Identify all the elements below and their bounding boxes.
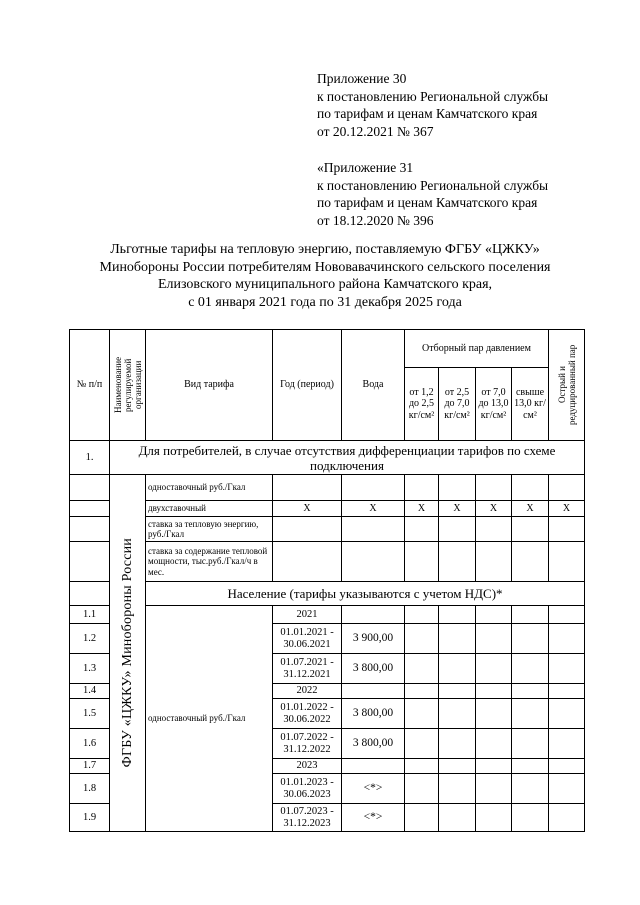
- empty-cell: [439, 654, 476, 684]
- water-cell: 3 800,00: [342, 729, 405, 759]
- subrow-two-rate: [70, 501, 585, 517]
- empty-cell: [476, 624, 512, 654]
- empty-cell: [512, 606, 549, 624]
- tariff-type-cell: двухставочный: [146, 501, 273, 517]
- section-row: [70, 441, 585, 475]
- empty-cell: [405, 684, 439, 699]
- empty-cell: [476, 804, 512, 832]
- period-cell: 01.01.2022 - 30.06.2022: [273, 699, 342, 729]
- period-cell: 2022: [273, 684, 342, 699]
- appendix-30: [317, 70, 617, 140]
- tariff-type-cell: ставка за содержание тепловой мощности, тыс.руб./Гкал/ч в мес.: [146, 542, 273, 582]
- appendix-30-line: к постановлению Региональной службы: [317, 88, 549, 104]
- empty-cell: [512, 517, 549, 542]
- appendix-31-line: к постановлению Региональной службы: [317, 177, 549, 193]
- col-header-sharp-steam: [549, 330, 585, 441]
- empty-cell: [439, 684, 476, 699]
- empty-cell: [405, 759, 439, 774]
- empty-cell: [439, 729, 476, 759]
- empty-cell: [439, 774, 476, 804]
- empty-cell: [476, 699, 512, 729]
- empty-cell: [439, 759, 476, 774]
- period-cell: 01.01.2021 - 30.06.2021: [273, 624, 342, 654]
- empty-cell: [405, 699, 439, 729]
- empty-cell: [549, 475, 585, 501]
- population-tariff-type: одноставочный руб./Гкал: [146, 606, 273, 832]
- empty-cell: [439, 517, 476, 542]
- empty-cell: [512, 699, 549, 729]
- section-number: 1.: [70, 441, 110, 475]
- row-number: 1.2: [70, 624, 110, 654]
- empty-cell: [70, 542, 110, 582]
- row-number: 1.4: [70, 684, 110, 699]
- empty-cell: [476, 774, 512, 804]
- empty-cell: [512, 684, 549, 699]
- water-cell: <*>: [342, 804, 405, 832]
- period-cell: 01.07.2022 - 31.12.2022: [273, 729, 342, 759]
- water-cell: <*>: [342, 774, 405, 804]
- x-mark: X: [549, 501, 585, 517]
- row-number: 1.3: [70, 654, 110, 684]
- empty-cell: [512, 804, 549, 832]
- empty-cell: [70, 501, 110, 517]
- empty-cell: [273, 542, 342, 582]
- empty-cell: [405, 606, 439, 624]
- row-number: 1.5: [70, 699, 110, 729]
- col-header-water: Вода: [342, 330, 405, 441]
- empty-cell: [405, 804, 439, 832]
- empty-cell: [549, 654, 585, 684]
- empty-cell: [476, 729, 512, 759]
- population-title: Население (тарифы указываются с учетом НДС)*: [146, 582, 585, 606]
- header-row: [70, 330, 585, 368]
- empty-cell: [70, 517, 110, 542]
- empty-cell: [476, 517, 512, 542]
- period-cell: 01.07.2021 - 31.12.2021: [273, 654, 342, 684]
- row-number: 1.1: [70, 606, 110, 624]
- empty-cell: [439, 475, 476, 501]
- empty-cell: [549, 624, 585, 654]
- title-line: Льготные тарифы на тепловую энергию, поставляемую ФГБУ «ЦЖКУ»: [110, 242, 540, 257]
- row-number: 1.6: [70, 729, 110, 759]
- x-mark: X: [476, 501, 512, 517]
- empty-cell: [512, 475, 549, 501]
- empty-cell: [549, 729, 585, 759]
- empty-cell: [549, 699, 585, 729]
- appendix-30-line: по тарифам и ценам Камчатского края: [317, 106, 538, 121]
- col-header-pressure-1: от 1,2 до 2,5 кг/см²: [405, 368, 439, 441]
- empty-cell: [549, 774, 585, 804]
- period-cell: 01.01.2023 - 30.06.2023: [273, 774, 342, 804]
- empty-cell: [439, 606, 476, 624]
- empty-cell: [405, 542, 439, 582]
- empty-cell: [512, 542, 549, 582]
- col-header-num: № п/п: [70, 330, 110, 441]
- water-cell: [342, 759, 405, 774]
- empty-cell: [70, 582, 110, 606]
- empty-cell: [405, 654, 439, 684]
- water-cell: 3 800,00: [342, 699, 405, 729]
- empty-cell: [476, 606, 512, 624]
- population-section-row: [70, 582, 585, 606]
- water-cell: [342, 606, 405, 624]
- row-number: 1.8: [70, 774, 110, 804]
- empty-cell: [512, 624, 549, 654]
- title-line: с 01 января 2021 года по 31 декабря 2025 года: [188, 294, 462, 310]
- empty-cell: [476, 759, 512, 774]
- empty-cell: [439, 699, 476, 729]
- empty-cell: [476, 684, 512, 699]
- appendix-30-line: от 20.12.2021 № 367: [317, 123, 434, 139]
- empty-cell: [476, 542, 512, 582]
- tariff-type-cell: одноставочный руб./Гкал: [146, 475, 273, 501]
- empty-cell: [405, 475, 439, 501]
- subrow-one-rate: [70, 475, 585, 501]
- col-header-org: [110, 330, 146, 441]
- period-cell: 2023: [273, 759, 342, 774]
- col-header-org-text: Наименование регулируемой организации: [112, 356, 143, 414]
- tariff-type-cell: ставка за тепловую энергию, руб./Гкал: [146, 517, 273, 542]
- empty-cell: [476, 654, 512, 684]
- section-title: Для потребителей, в случае отсутствия дифференциации тарифов по схеме подключения: [110, 441, 585, 475]
- appendix-31-line: «Приложение 31: [317, 160, 414, 175]
- row-number: 1.7: [70, 759, 110, 774]
- empty-cell: [342, 475, 405, 501]
- water-cell: 3 900,00: [342, 624, 405, 654]
- empty-cell: [405, 517, 439, 542]
- x-mark: X: [439, 501, 476, 517]
- title-line: Елизовского муниципального района Камчатского края,: [157, 277, 493, 292]
- empty-cell: [549, 759, 585, 774]
- empty-cell: [512, 774, 549, 804]
- title-line: Минобороны России потребителям Нововавачинского сельского поселения: [99, 259, 551, 275]
- subrow-rate-energy: [70, 517, 585, 542]
- org-name-text: ФГБУ «ЦЖКУ» Минобороны России: [119, 538, 135, 768]
- subrow-rate-capacity: [70, 542, 585, 582]
- empty-cell: [273, 475, 342, 501]
- col-header-sharp-text: Острый и редуцированный пар: [556, 344, 577, 426]
- empty-cell: [439, 804, 476, 832]
- empty-cell: [405, 624, 439, 654]
- empty-cell: [512, 729, 549, 759]
- col-header-year: Год (период): [273, 330, 342, 441]
- empty-cell: [512, 759, 549, 774]
- x-mark: X: [342, 501, 405, 517]
- col-header-pressure-3: от 7,0 до 13,0 кг/см²: [476, 368, 512, 441]
- empty-cell: [405, 729, 439, 759]
- x-mark: X: [273, 501, 342, 517]
- empty-cell: [549, 804, 585, 832]
- empty-cell: [549, 684, 585, 699]
- empty-cell: [342, 517, 405, 542]
- org-name-cell: [110, 475, 146, 832]
- empty-cell: [549, 542, 585, 582]
- table-row: [70, 606, 585, 624]
- appendix-31-line: по тарифам и ценам Камчатского края: [317, 195, 538, 210]
- col-header-tariff-type: Вид тарифа: [146, 330, 273, 441]
- tariff-table: [69, 329, 585, 832]
- empty-cell: [476, 475, 512, 501]
- document-title: [40, 241, 610, 311]
- row-number: 1.9: [70, 804, 110, 832]
- appendix-31: [317, 159, 617, 229]
- period-cell: 01.07.2023 - 31.12.2023: [273, 804, 342, 832]
- col-header-pressure-4: свыше 13,0 кг/см²: [512, 368, 549, 441]
- appendix-31-line: от 18.12.2020 № 396: [317, 212, 434, 228]
- period-cell: 2021: [273, 606, 342, 624]
- empty-cell: [549, 517, 585, 542]
- x-mark: X: [405, 501, 439, 517]
- empty-cell: [439, 624, 476, 654]
- empty-cell: [342, 542, 405, 582]
- empty-cell: [405, 774, 439, 804]
- water-cell: 3 800,00: [342, 654, 405, 684]
- empty-cell: [549, 606, 585, 624]
- appendix-30-line: Приложение 30: [317, 71, 407, 86]
- empty-cell: [439, 542, 476, 582]
- empty-cell: [512, 654, 549, 684]
- empty-cell: [273, 517, 342, 542]
- appendix-header: [317, 70, 617, 248]
- col-header-pressure-2: от 2,5 до 7,0 кг/см²: [439, 368, 476, 441]
- col-header-steam-group: Отборный пар давлением: [405, 330, 549, 368]
- empty-cell: [70, 475, 110, 501]
- x-mark: X: [512, 501, 549, 517]
- water-cell: [342, 684, 405, 699]
